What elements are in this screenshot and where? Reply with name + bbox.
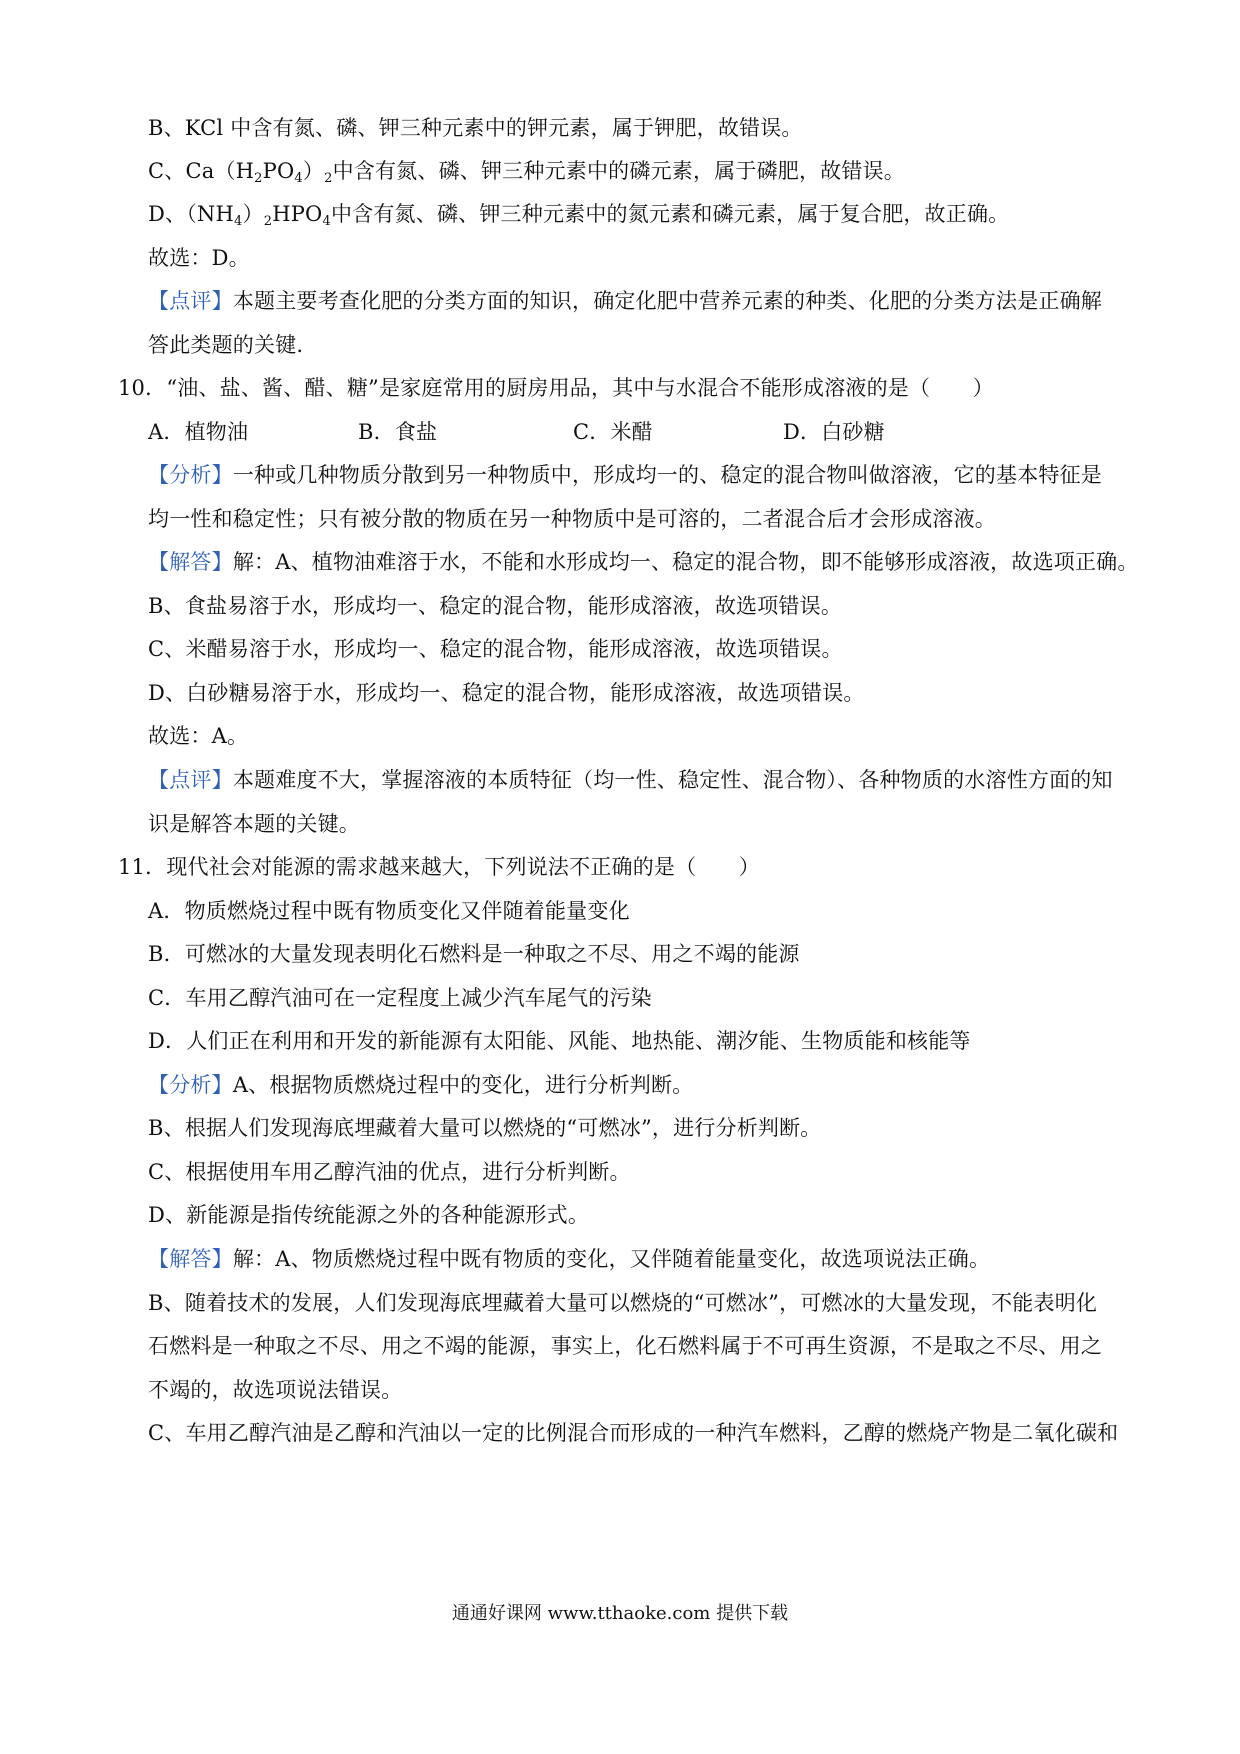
q10-comment: 【点评】本题难度不大，掌握溶液的本质特征（均一性、稳定性、混合物）、各种物质的水溶性方面的知 (148, 768, 1113, 792)
q9-option-b-explanation: B、KCl 中含有氮、磷、钾三种元素中的钾元素，属于钾肥，故错误。 (148, 116, 803, 140)
q10-analysis-cont: 均一性和稳定性；只有被分散的物质在另一种物质中是可溶的，二者混合后才会形成溶液。 (148, 507, 996, 531)
q9-option-d-explanation: D、$(NH_4)_2HPO_4$中含有氮、磷、钾三种元素中的氮元素和磷元素，属于复合肥，故正确。 (148, 202, 1010, 229)
q10-options (148, 418, 1140, 446)
q9-comment: 【点评】本题主要考查化肥的分类方面的知识，确定化肥中营养元素的种类、化肥的分类方法是正确解 (148, 289, 1103, 313)
page-footer: 通通好课网 www.tthaoke.com 提供下载 (451, 1603, 789, 1624)
q9-answer-choice: 故选：D。 (148, 246, 250, 270)
analysis-tag: 【分析】 (148, 463, 233, 487)
q10-answer-b: B、食盐易溶于水，形成均一、稳定的混合物，能形成溶液，故选项错误。 (148, 594, 843, 618)
q10-answer: 【解答】解：A、植物油难溶于水，不能和水形成均一、稳定的混合物，即不能够形成溶液，故选项正确。 (148, 550, 1139, 574)
q11-analysis-c: C、根据使用车用乙醇汽油的优点，进行分析判断。 (148, 1160, 631, 1184)
q10-analysis: 【分析】一种或几种物质分散到另一种物质中，形成均一的、稳定的混合物叫做溶液，它的基本特征是 (148, 463, 1103, 487)
q11-analysis-d: D、新能源是指传统能源之外的各种能源形式。 (148, 1203, 590, 1227)
q10-answer-d: D、白砂糖易溶于水，形成均一、稳定的混合物，能形成溶液，故选项错误。 (148, 681, 865, 705)
q11-analysis-b: B、根据人们发现海底埋藏着大量可以燃烧的“可燃冰”，进行分析判断。 (148, 1116, 822, 1140)
q9-option-c-explanation: C、$Ca(H_2PO_4)_2$中含有氮、磷、钾三种元素中的磷元素，属于磷肥，故错误。 (148, 159, 905, 186)
q10-comment-cont: 识是解答本题的关键。 (148, 812, 360, 836)
q11-stem: 11．现代社会对能源的需求越来越大，下列说法不正确的是（ ） (118, 855, 760, 879)
comment-tag: 【点评】 (148, 768, 233, 792)
analysis-tag: 【分析】 (148, 1073, 233, 1097)
q10-answer-c: C、米醋易溶于水，形成均一、稳定的混合物，能形成溶液，故选项错误。 (148, 637, 843, 661)
q10-option-a: A．植物油 (148, 420, 249, 444)
q11-answer-b: B、随着技术的发展，人们发现海底埋藏着大量可以燃烧的“可燃冰”，可燃冰的大量发现，不能表明化 (148, 1291, 1098, 1315)
q10-stem: 10．“油、盐、酱、醋、糖”是家庭常用的厨房用品，其中与水混合不能形成溶液的是（ ） (118, 376, 994, 400)
q11-answer-c: C、车用乙醇汽油是乙醇和汽油以一定的比例混合而形成的一种汽车燃料，乙醇的燃烧产物是二氧化碳和 (148, 1421, 1119, 1445)
answer-tag: 【解答】 (148, 1247, 233, 1271)
comment-tag: 【点评】 (148, 289, 233, 313)
q10-option-d: D．白砂糖 (783, 420, 885, 444)
q11-option-c: C．车用乙醇汽油可在一定程度上减少汽车尾气的污染 (148, 986, 652, 1010)
q9-comment-cont: 答此类题的关键. (148, 333, 304, 357)
q11-answer-b-cont: 石燃料是一种取之不尽、用之不竭的能源，事实上，化石燃料属于不可再生资源，不是取之不尽、用之 (148, 1334, 1102, 1358)
q10-answer-choice: 故选：A。 (148, 724, 249, 748)
q11-answer-b-cont2: 不竭的，故选项说法错误。 (148, 1378, 403, 1402)
q10-option-c: C．米醋 (573, 420, 653, 444)
q11-analysis: 【分析】A、根据物质燃烧过程中的变化，进行分析判断。 (148, 1073, 694, 1097)
q11-answer: 【解答】解：A、物质燃烧过程中既有物质的变化，又伴随着能量变化，故选项说法正确。 (148, 1247, 991, 1271)
q11-option-b: B．可燃冰的大量发现表明化石燃料是一种取之不尽、用之不竭的能源 (148, 942, 800, 966)
q10-option-b: B．食盐 (358, 420, 438, 444)
q11-option-d: D．人们正在利用和开发的新能源有太阳能、风能、地热能、潮汐能、生物质能和核能等 (148, 1029, 971, 1053)
q11-option-a: A．物质燃烧过程中既有物质变化又伴随着能量变化 (148, 899, 630, 923)
answer-tag: 【解答】 (148, 550, 233, 574)
